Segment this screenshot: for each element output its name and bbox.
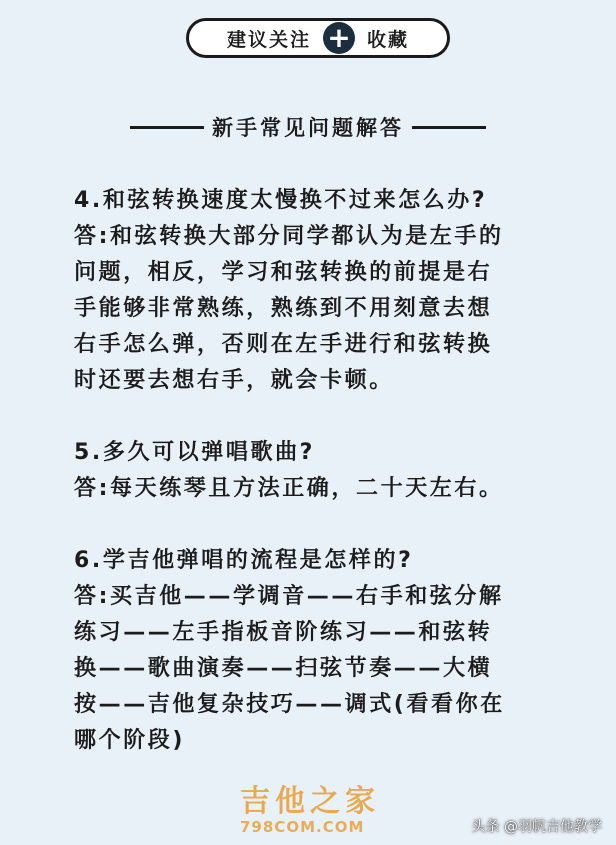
question-4: 4.和弦转换速度太慢换不过来怎么办?	[74, 188, 488, 213]
answer-line: 换——歌曲演奏——扫弦节奏——大横	[74, 656, 493, 681]
spacer	[74, 399, 594, 435]
spacer	[74, 507, 594, 543]
heading-rule-right	[412, 126, 486, 129]
heading-rule-left	[130, 126, 204, 129]
follow-favorite-badge[interactable]	[186, 18, 450, 58]
watermark-logo: 吉他之家	[240, 784, 380, 819]
answer-line: 右手怎么弹，否则在左手进行和弦转换	[74, 332, 493, 357]
author-credit: 头条 @羽帆吉他教学	[471, 819, 602, 835]
answer-line: 答:买吉他——学调音——右手和弦分解	[74, 584, 504, 609]
watermark-url: 798COM.COM	[240, 818, 365, 836]
qa-content	[74, 183, 594, 759]
section-title: 新手常见问题解答	[212, 116, 404, 140]
favorite-label: 收藏	[367, 28, 410, 51]
follow-label: 建议关注	[226, 28, 311, 51]
question-6: 6.学吉他弹唱的流程是怎样的?	[74, 548, 414, 573]
section-heading	[0, 112, 616, 142]
answer-line: 答:每天练琴且方法正确，二十天左右。	[74, 476, 504, 501]
question-5: 5.多久可以弹唱歌曲?	[74, 440, 316, 465]
answer-line: 答:和弦转换大部分同学都认为是左手的	[74, 224, 504, 249]
answer-line: 练习——左手指板音阶练习——和弦转	[74, 620, 493, 645]
answer-line: 问题，相反，学习和弦转换的前提是右	[74, 260, 493, 285]
answer-line: 哪个阶段)	[74, 728, 186, 753]
answer-line: 按——吉他复杂技巧——调式(看看你在	[74, 692, 505, 717]
plus-icon[interactable]: +	[323, 22, 355, 54]
answer-line: 时还要去想右手，就会卡顿。	[74, 368, 394, 393]
answer-line: 手能够非常熟练，熟练到不用刻意去想	[74, 296, 493, 321]
